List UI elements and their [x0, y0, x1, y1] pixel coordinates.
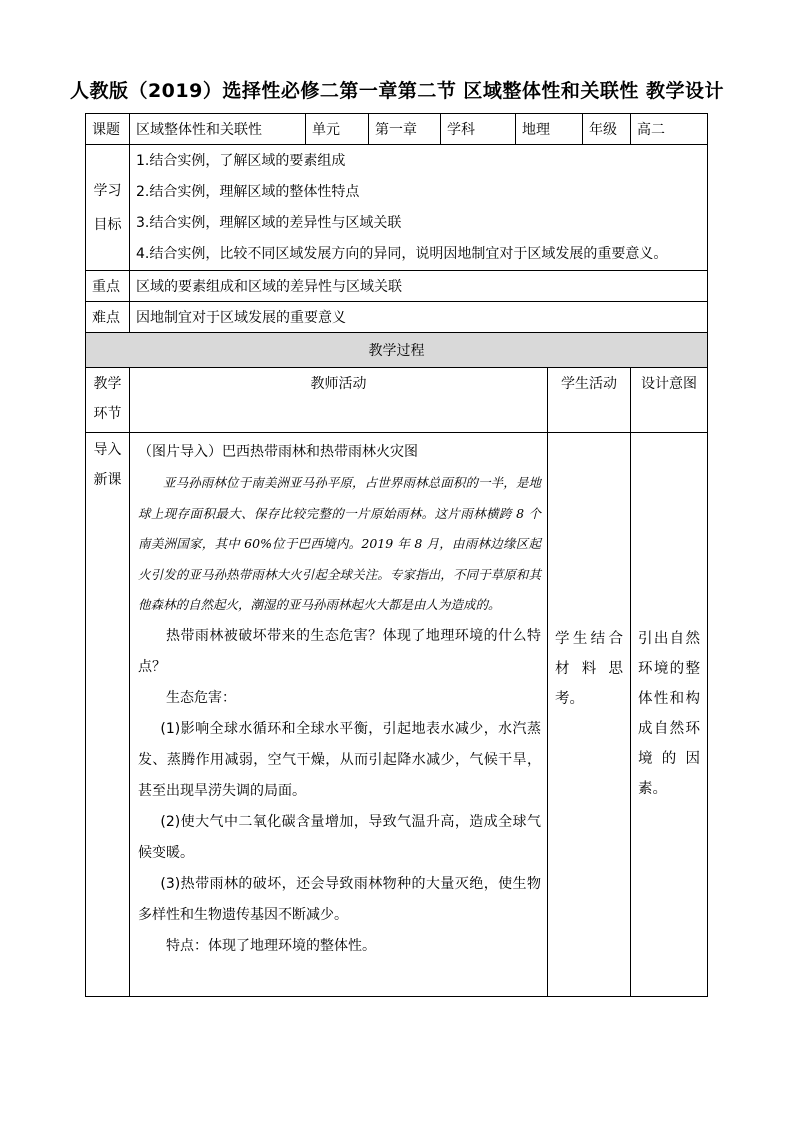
- teacher-activity-cell: [130, 433, 548, 997]
- student-activity-text: 学生结合材料思考。: [555, 631, 623, 707]
- stage-header: 教学 环节: [86, 368, 130, 433]
- difficulty-value: 因地制宜对于区域发展的重要意义: [130, 302, 708, 333]
- design-intent-text: 引出自然环境的整体性和构成自然环境的因素。: [638, 631, 700, 797]
- topic-value: 区域整体性和关联性: [130, 114, 306, 145]
- objective-item: 2.结合实例，理解区域的整体性特点: [136, 183, 360, 200]
- topic-label: 课题: [86, 114, 130, 145]
- objective-item: 3.结合实例，理解区域的差异性与区域关联: [136, 214, 402, 231]
- student-activity-header: 学生活动: [548, 368, 631, 433]
- intro-line: （图片导入）巴西热带雨林和热带雨林火灾图: [138, 444, 418, 460]
- unit-value: 第一章: [369, 114, 441, 145]
- key-point-value: 区域的要素组成和区域的差异性与区域关联: [130, 271, 708, 302]
- objectives-list: [130, 145, 708, 271]
- info-row: [86, 114, 708, 145]
- objective-item: 4.结合实例，比较不同区域发展方向的异同，说明因地制宜对于区域发展的重要意义。: [136, 245, 668, 262]
- teaching-process-banner: 教学过程: [86, 333, 708, 368]
- harm-item: (1)影响全球水循环和全球水平衡，引起地表水减少，水汽蒸发、蒸腾作用减弱，空气干燥，从而引起降水减少，气候干旱，甚至出现旱涝失调的局面。: [138, 720, 541, 799]
- design-intent-header: 设计意图: [631, 368, 708, 433]
- feature-conclusion: 特点：体现了地理环境的整体性。: [166, 937, 376, 954]
- key-point-row: [86, 271, 708, 302]
- lesson-info-table: [85, 113, 708, 333]
- discussion-question: 热带雨林被破坏带来的生态危害？体现了地理环境的什么特点？: [138, 627, 541, 675]
- key-point-label: 重点: [86, 271, 130, 302]
- difficulty-label: 难点: [86, 302, 130, 333]
- harm-item: (2)使大气中二氧化碳含量增加，导致气温升高，造成全球气候变暖。: [138, 813, 541, 861]
- teacher-activity-header: 教师活动: [130, 368, 548, 433]
- harm-label: 生态危害：: [166, 689, 236, 706]
- reading-passage: 亚马孙雨林位于南美洲亚马孙平原，占世界雨林总面积的一半，是地球上现存面积最大、保存比较完整的一片原始雨林。这片雨林横跨 8 个南美洲国家，其中 60%位于巴西境内。2019 年 8 月，由雨林边缘区起火引发的亚马孙热带雨林大火引起全球关注。专家指出，不同于草原和其他森林的自然起火，潮湿的亚马孙雨林起火大都是由人为造成的。: [138, 475, 541, 612]
- harm-item: (3)热带雨林的破坏，还会导致雨林物种的大量灭绝，使生物多样性和生物遗传基因不断减少。: [138, 875, 541, 923]
- process-header-row: [86, 368, 708, 433]
- stage-cell: 导入 新课: [86, 433, 130, 997]
- objective-item: 1.结合实例，了解区域的要素组成: [136, 152, 346, 169]
- student-activity-cell: [548, 433, 631, 997]
- grade-label: 年级: [583, 114, 631, 145]
- document-title: 人教版（2019）选择性必修二第一章第二节 区域整体性和关联性 教学设计: [69, 80, 725, 102]
- unit-label: 单元: [306, 114, 369, 145]
- objectives-row: [86, 145, 708, 271]
- subject-label: 学科: [441, 114, 516, 145]
- difficulty-row: [86, 302, 708, 333]
- intro-stage-row: [86, 433, 708, 997]
- objectives-label: 学习 目标: [86, 145, 130, 271]
- subject-value: 地理: [516, 114, 583, 145]
- teaching-process-table: [85, 332, 708, 997]
- design-intent-cell: [631, 433, 708, 997]
- grade-value: 高二: [631, 114, 708, 145]
